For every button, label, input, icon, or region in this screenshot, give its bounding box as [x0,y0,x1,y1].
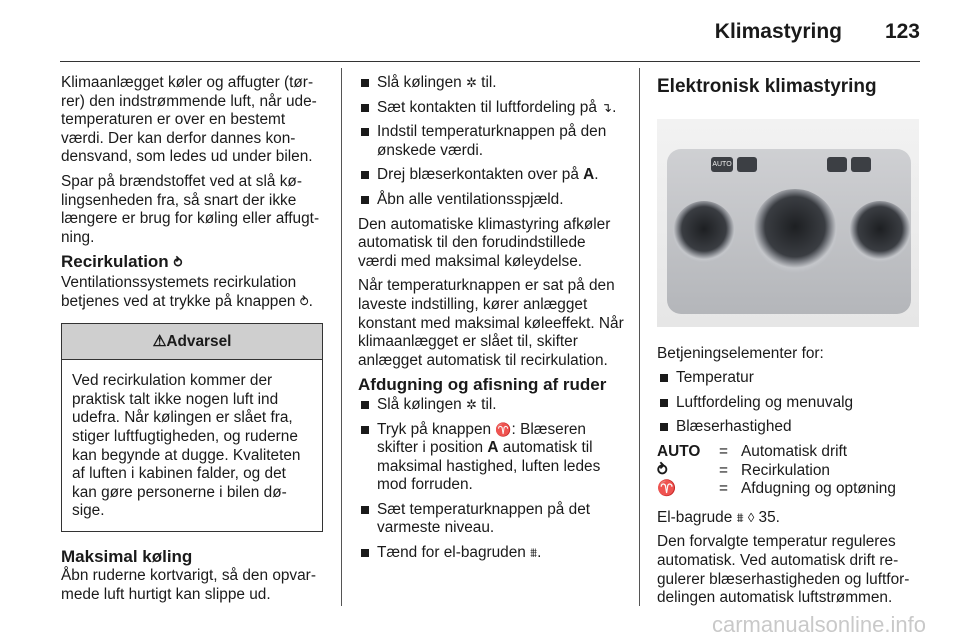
warning-box [61,323,323,532]
watermark: carmanualsonline.info [711,612,926,637]
column-3 [657,74,923,614]
list-item: Temperatur [657,369,923,388]
page-number: 123 [884,20,920,43]
list-item: Tænd for el-bagruden ⩩. [358,544,624,563]
rear-window-heater-icon: ⩩ [736,509,744,525]
fan-speed-knob [849,201,911,263]
recirculation-icon: ⥁ [173,255,183,271]
paragraph: Ventilationssystemets recirkulation betjenes ved at trykke på knappen ⥁. [61,273,313,310]
rear-window-heater-icon: ⩩ [530,545,538,561]
list-item: Sæt temperaturknappen på det varmeste niveau. [358,501,624,538]
snowflake-icon: ✲ [465,75,477,90]
column-divider [341,68,342,606]
page-header [60,0,920,62]
list-item: Slå kølingen ✲ til. [358,74,624,93]
warning-header: ⚠Advarsel [62,324,322,360]
list-item: Blæserhastighed [657,418,923,437]
list-item: Indstil temperaturknappen på den ønskede værdi. [358,123,624,160]
section-title: Klimastyring [714,20,842,43]
column-1 [61,74,323,611]
list-item: Slå kølingen ✲ til. [358,396,624,415]
temperature-knob [673,201,735,263]
rear-defrost-button [851,157,871,172]
warning-text: Ved recirkulation kommer der praktisk talt ikke nogen luft ind udefra. Når kølingen er slået fra, stiger luftfugtigheden, og ruderne kan begynde at dugge. Kvaliteten af luften i kabinen falder, og det kan gøre personerne i bilen døsige. [72,372,301,520]
defog-heading: Afdugning og afisning af ruder [358,375,607,395]
air-distribution-knob [753,189,837,273]
recirculation-icon: ⥁ [657,461,668,479]
list-item: Tryk på knappen ♈: Blæseren skifter i position A automatisk til maksimal hastighed, luften ledes mod forruden. [358,421,624,495]
section-heading: Elektronisk klimastyring [657,76,877,97]
control-panel [667,149,911,314]
legend [657,443,923,499]
auto-button: AUTO [711,157,733,172]
list-item: Sæt kontakten til luftfordeling på ↴. [358,99,624,118]
max-cooling-heading: Maksimal køling [61,546,193,566]
paragraph: Den forvalgte temperatur reguleres automatisk. Ved automatisk drift regulerer blæserhastigheden og luftfordelingen automatisk luftstrømmen. [657,533,910,607]
paragraph: Klimaanlægget køler og affugter (tørrer) den indstrømmende luft, når udetemperaturen er over en bestemt værdi. Der kan derfor dannes kondensvand, som ledes ud under bilen. [61,74,317,166]
recirculation-icon: ⥁ [299,293,309,309]
paragraph: Åbn ruderne kortvarigt, så den opvarmede luft hurtigt kan slippe ud. [61,567,316,604]
recirculation-heading: Recirkulation ⥁ [61,252,183,272]
defrost-icon: ♈ [495,421,512,437]
snowflake-icon: ✲ [465,396,477,412]
paragraph: Når temperaturknappen er sat på den laveste indstilling, kører anlægget konstant med maksimal køleeffekt. Når klimaanlægget er slået til, skifter anlægget automatisk til recirkulation. [358,277,624,369]
legend-row: ⥁ = Recirkulation [657,461,830,479]
paragraph: Den automatiske klimastyring afkøler automatisk til den forudindstillede værdi med maksimal køleydelse. [358,215,611,270]
column-divider [639,68,640,606]
floor-vent-icon: ↴ [601,99,613,115]
warning-icon: ⚠ [152,333,167,351]
legend-row: ♈ = Afdugning og optøning [657,480,896,498]
photo-caption: Betjeningselementer for: [657,344,824,362]
column-2 [358,74,624,569]
list-item: Luftfordeling og menuvalg [657,394,923,413]
list-item: Åbn alle ventilationsspjæld. [358,191,624,210]
climate-control-photo [657,119,919,327]
list-item: Drej blæserkontakten over på A. [358,166,624,185]
legend-row: AUTO = Automatisk drift [657,442,848,460]
paragraph: Spar på brændstoffet ved at slå kølingsenheden fra, så snart der ikke længere er brug for køling eller affugtning. [61,172,320,246]
front-defrost-button [827,157,847,172]
reference-icon: ◊ [747,509,755,525]
recirculation-button [737,157,757,172]
defrost-icon: ♈ [657,480,677,498]
paragraph: El-bagrude ⩩ ◊ 35. [657,508,780,526]
